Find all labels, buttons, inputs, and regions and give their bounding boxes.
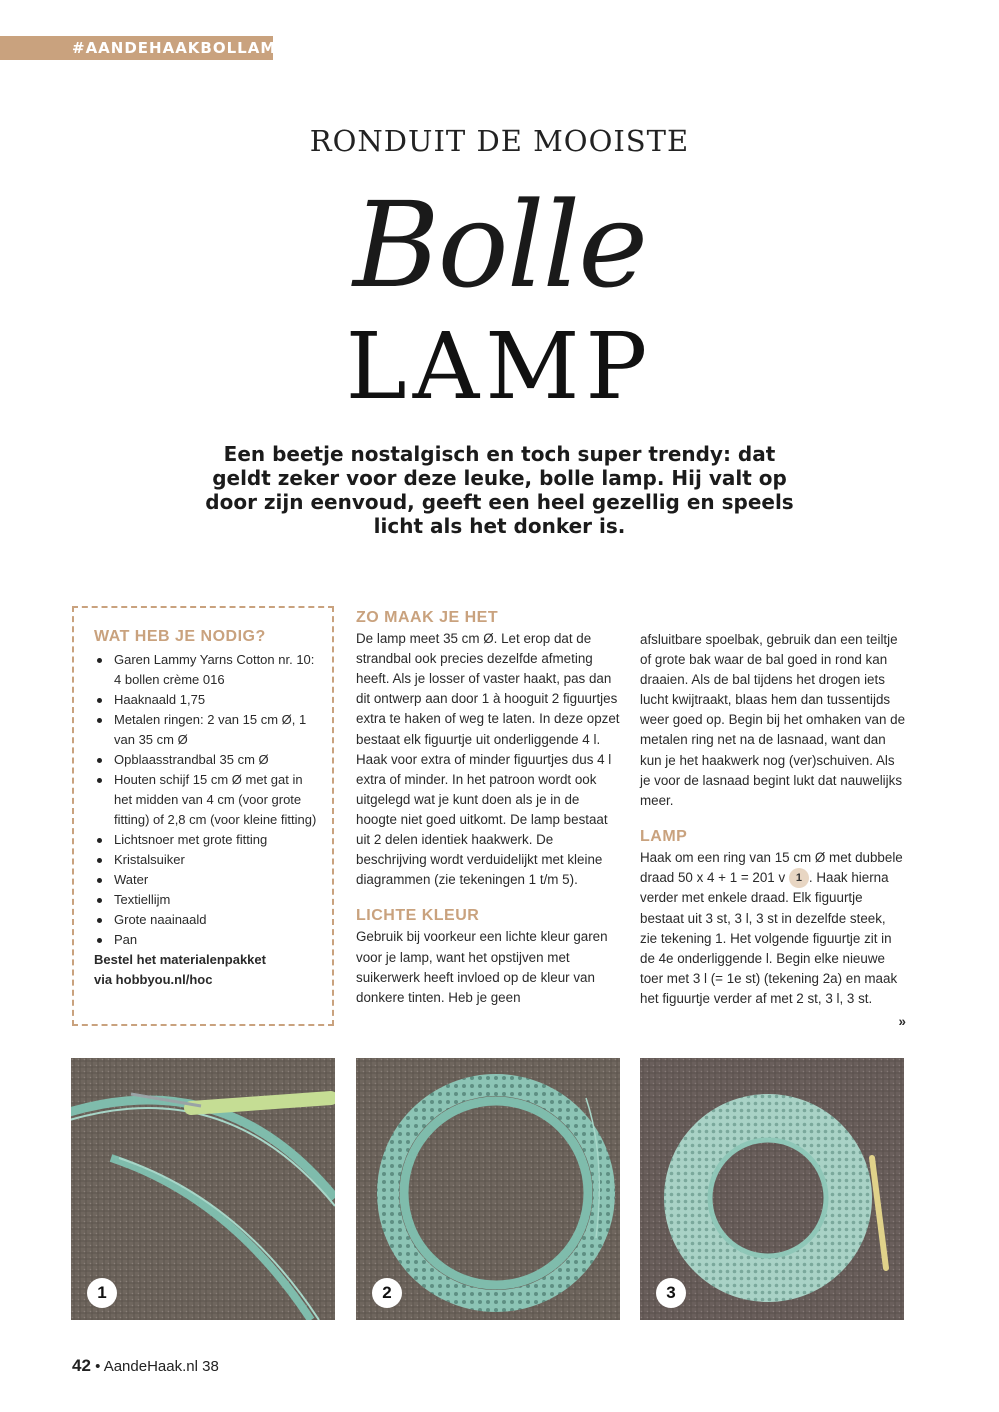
order-line-1: Bestel het materialenpakket	[94, 952, 266, 967]
materials-box	[72, 606, 334, 1026]
photo-2	[356, 1058, 620, 1320]
hashtag-banner: #AANDEHAAKBOLLAMP	[0, 36, 273, 60]
list-item: Pan	[94, 930, 322, 950]
list-item: Haaknaald 1,75	[94, 690, 322, 710]
order-link[interactable]: via hobbyou.nl/hoc	[94, 972, 213, 987]
paragraph-continued: afsluitbare spoelbak, gebruik dan een teiltje of grote bak waar de bal goed in rond kan draaien. Als de bal tijdens het drogen iets lucht kwijtraakt, blaas hem dan tussentijds weer goed op. Begin bij het omhaken van de metalen ring net na de lasnaad, want dan kun je het haakwerk nog (ver)schuiven. Als je voor de lasnaad begint lukt dat nauwelijks meer.	[640, 632, 906, 808]
list-item: Opblaasstrandbal 35 cm Ø	[94, 750, 322, 770]
footer-bullet: •	[95, 1358, 101, 1375]
photo-number-badge: 3	[656, 1278, 686, 1308]
column-3	[640, 630, 906, 1032]
intro-paragraph: Een beetje nostalgisch en toch super trendy: dat geldt zeker voor deze leuke, bolle lamp. Hij valt op door zijn eenvoud, geeft een heel gezellig en speels licht als het donker is.	[205, 442, 794, 538]
photo-number-badge: 1	[87, 1278, 117, 1308]
list-item: Metalen ringen: 2 van 15 cm Ø, 1 van 35 cm Ø	[94, 710, 322, 750]
list-item: Garen Lammy Yarns Cotton nr. 10: 4 bollen crème 016	[94, 650, 322, 690]
photo-3	[640, 1058, 904, 1320]
photo-1	[71, 1058, 335, 1320]
materials-list	[94, 650, 322, 950]
list-item: Water	[94, 870, 322, 890]
heading-lamp: LAMP	[640, 827, 688, 845]
photo-number-badge: 2	[372, 1278, 402, 1308]
list-item: Grote naainaald	[94, 910, 322, 930]
article-subtitle: RONDUIT DE MOOISTE	[309, 124, 690, 158]
magazine-name: AandeHaak.nl 38	[103, 1358, 219, 1375]
list-item: Lichtsnoer met grote fitting	[94, 830, 322, 850]
continue-arrow: »	[898, 1013, 906, 1029]
paragraph-lichte-kleur: Gebruik bij voorkeur een lichte kleur garen voor je lamp, want het opstijven met suikerwerk heeft invloed op de kleur van donkere tinten. Heb je geen	[356, 929, 608, 1005]
diagram-reference-badge: 1	[789, 868, 809, 888]
materials-heading: WAT HEB JE NODIG?	[94, 628, 266, 645]
heading-zo-maak-je-het: ZO MAAK JE HET	[356, 609, 499, 626]
heading-lichte-kleur: LICHTE KLEUR	[356, 907, 480, 925]
list-item: Houten schijf 15 cm Ø met gat in het midden van 4 cm (voor grote fitting) of 2,8 cm (voor kleine fitting)	[94, 770, 322, 830]
list-item: Kristalsuiker	[94, 850, 322, 870]
script-title: Bolle	[352, 176, 647, 314]
list-item: Textiellijm	[94, 890, 322, 910]
page-footer	[72, 1356, 219, 1376]
paragraph-intro-instructions: De lamp meet 35 cm Ø. Let erop dat de strandbal ook precies dezelfde afmeting heeft. Als je losser of vaster haakt, pas dan dit ontwerp aan door 1 à hooguit 2 figuurtjes extra te haken of weg te laten. In deze opzet bestaat elk figuurtje uit onderliggende 4 l. Haak voor extra of minder figuurtjes dus 4 l extra of minder. In het patroon wordt ook uitgelegd wat je kunt doen als je in de hoogte niet goed uitkomt. De lamp bestaat uit 2 delen identiek haakwerk. De beschrijving wordt verduidelijkt met kleine diagrammen (zie tekeningen 1 t/m 5).	[356, 631, 620, 888]
column-2	[356, 608, 622, 1008]
main-title: LAMP	[345, 313, 654, 420]
paragraph-lamp: Haak om een ring van 15 cm Ø met dubbele draad 50 x 4 + 1 = 201 v 1 . Haak hierna verder met enkele draad. Elk figuurtje bestaat uit 3 st, 3 l, 3 st in dezelfde steek, zie tekening 1. Het volgende figuurtje zit in de 4e onderliggende l. Begin elke nieuwe toer met 3 l (= 1e st) (tekening 2a) en maak het figuurtje verder af met 2 st, 3 l, 3 st.	[640, 849, 903, 1006]
page-number: 42	[72, 1356, 91, 1375]
